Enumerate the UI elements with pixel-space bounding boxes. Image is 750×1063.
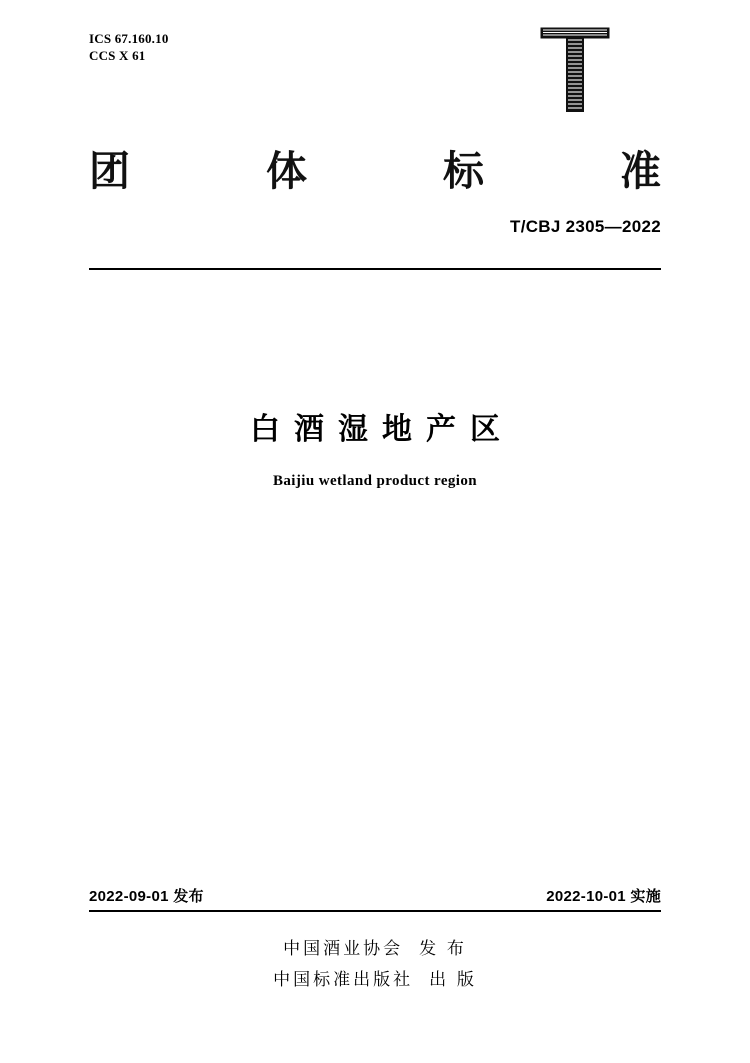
page-title: 白酒湿地产区 <box>250 413 514 446</box>
page-title-english: Baijiu wetland product region <box>273 473 477 489</box>
publisher-org-1: 中国酒业协会 <box>283 939 404 958</box>
publisher-action-1: 发 布 <box>419 939 467 958</box>
publisher-row-1 <box>0 933 750 964</box>
standard-number: T/CBJ 2305—2022 <box>510 217 661 236</box>
publisher-org-2: 中国标准出版社 <box>273 970 414 989</box>
publisher-row-2 <box>0 964 750 995</box>
footer-divider <box>89 910 661 912</box>
ics-code: ICS 67.160.10 <box>89 31 169 46</box>
header-divider <box>89 268 661 270</box>
publisher-action-2: 出 版 <box>429 970 477 989</box>
implementation-date: 2022-10-01 实施 <box>546 888 661 905</box>
heading-char-3: 标 <box>443 148 484 194</box>
heading-char-4: 准 <box>620 148 661 194</box>
publisher-block <box>0 933 750 995</box>
standard-t-logo-icon <box>535 24 615 114</box>
heading-char-2: 体 <box>266 148 307 194</box>
ccs-code: CCS X 61 <box>89 48 146 63</box>
issue-date: 2022-09-01 发布 <box>89 888 204 905</box>
heading-char-1: 团 <box>89 148 130 194</box>
document-type-heading <box>89 138 661 197</box>
classification-block <box>89 30 169 64</box>
